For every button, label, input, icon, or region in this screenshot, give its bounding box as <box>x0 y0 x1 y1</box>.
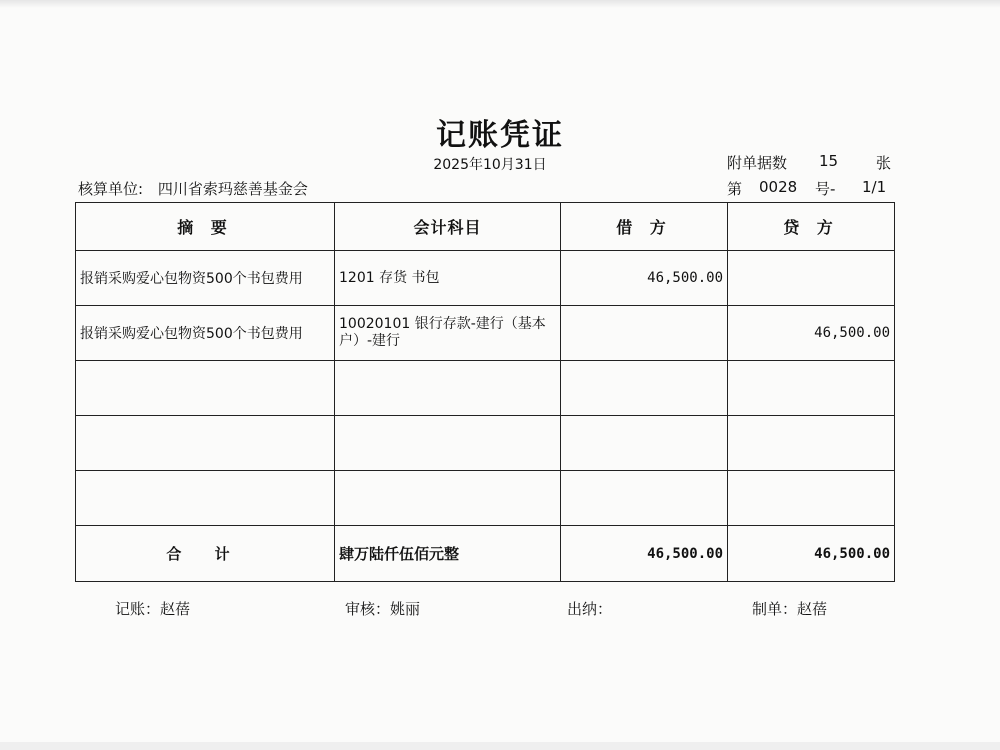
attachments-label: 附单据数 <box>727 154 788 172</box>
row-account <box>335 471 561 526</box>
row-credit <box>728 471 895 526</box>
attachments-unit: 张 <box>876 154 892 172</box>
row-credit <box>728 416 895 471</box>
row-summary <box>76 471 335 526</box>
row-account <box>335 416 561 471</box>
table-row <box>76 416 895 471</box>
row-debit <box>561 416 728 471</box>
voucher-title: 记账凭证 <box>436 118 564 153</box>
row-credit: 46,500.00 <box>728 306 895 361</box>
footer-cashier: 出纳： <box>567 600 613 618</box>
footer-preparer: 制单：赵蓓 <box>752 600 828 618</box>
total-label: 合 计 <box>76 526 335 582</box>
voucher-date: 2025年10月31日 <box>433 157 547 173</box>
row-credit <box>728 361 895 416</box>
voucher-page-number: 1/1 <box>862 178 887 196</box>
scan-edge-top <box>0 0 1000 8</box>
row-summary <box>76 361 335 416</box>
row-summary: 报销采购爱心包物资500个书包费用 <box>76 251 335 306</box>
header-debit: 借 方 <box>561 203 728 251</box>
table-header-row <box>76 203 895 251</box>
total-row <box>76 526 895 582</box>
row-account: 1201 存货 书包 <box>335 251 561 306</box>
row-credit <box>728 251 895 306</box>
row-debit <box>561 471 728 526</box>
accounting-unit-name: 四川省索玛慈善基金会 <box>157 180 308 198</box>
accounting-unit <box>78 178 308 199</box>
header-credit: 贷 方 <box>728 203 895 251</box>
table-row <box>76 361 895 416</box>
table-row <box>76 251 895 306</box>
row-debit: 46,500.00 <box>561 251 728 306</box>
header-summary: 摘 要 <box>76 203 335 251</box>
row-summary: 报销采购爱心包物资500个书包费用 <box>76 306 335 361</box>
footer-reviewer: 审核：姚丽 <box>345 600 421 618</box>
total-credit: 46,500.00 <box>728 526 895 582</box>
scan-edge-bottom <box>0 742 1000 750</box>
table-row <box>76 306 895 361</box>
voucher-table <box>75 202 895 582</box>
row-account <box>335 361 561 416</box>
header-account: 会计科目 <box>335 203 561 251</box>
row-account: 10020101 银行存款-建行（基本户）-建行 <box>335 306 561 361</box>
voucher-number: 0028 <box>759 178 798 196</box>
row-debit <box>561 361 728 416</box>
attachments-count: 15 <box>819 152 839 170</box>
total-amount-in-words: 肆万陆仟伍佰元整 <box>335 526 561 582</box>
accounting-unit-label: 核算单位: <box>78 180 144 198</box>
table-row <box>76 471 895 526</box>
voucher-number-suffix: 号- <box>815 180 836 198</box>
voucher-number-prefix: 第 <box>727 180 743 198</box>
total-debit: 46,500.00 <box>561 526 728 582</box>
footer-bookkeeper: 记账：赵蓓 <box>115 600 191 618</box>
row-summary <box>76 416 335 471</box>
row-debit <box>561 306 728 361</box>
